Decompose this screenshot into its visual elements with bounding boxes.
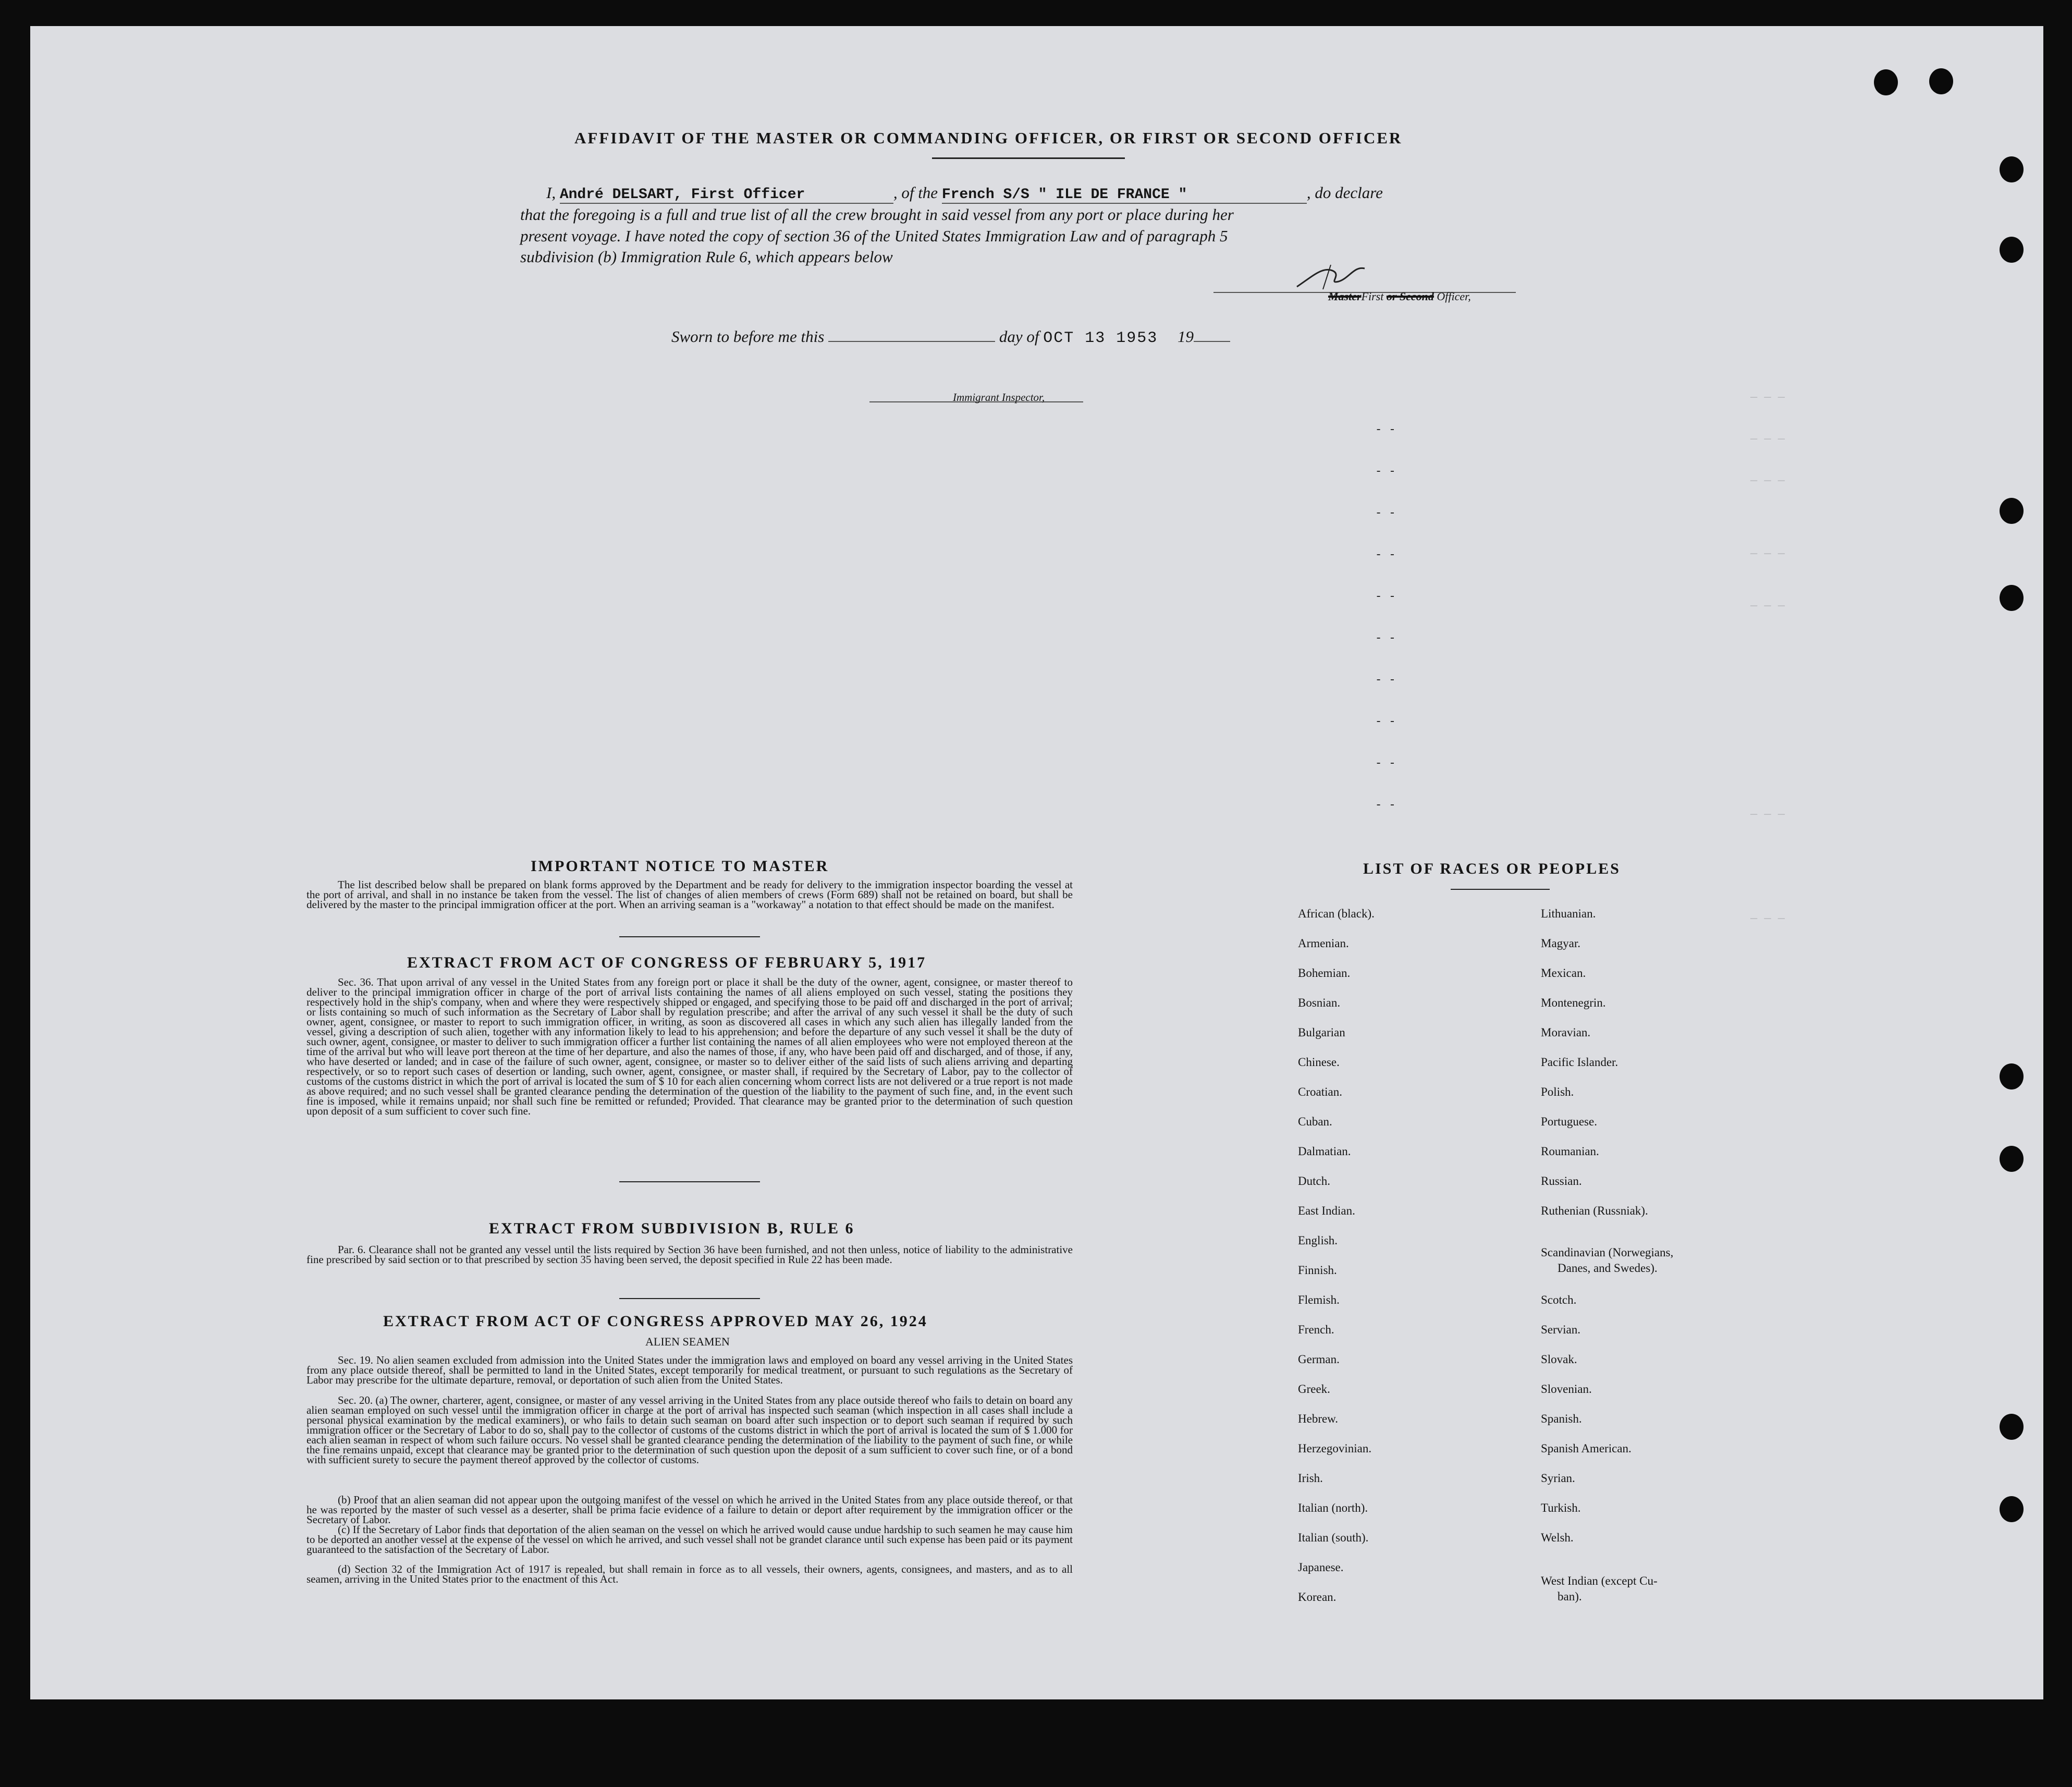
date-stamp: OCT 13 1953 [1043, 329, 1158, 347]
divider-rule [619, 1298, 760, 1299]
race-item: Armenian. [1298, 937, 1349, 950]
race-item: Moravian. [1541, 1026, 1591, 1039]
race-item: Servian. [1541, 1323, 1581, 1336]
extract-1924-heading: EXTRACT FROM ACT OF CONGRESS APPROVED MAY 26, 1924 [383, 1313, 928, 1330]
race-item: Scandinavian (Norwegians, [1541, 1246, 1674, 1259]
race-item: Hebrew. [1298, 1412, 1339, 1425]
extract-1924-sec20b: (b) Proof that an alien seaman did not appear upon the outgoing manifest of the vessel on which he arrived in the United States from any place outside thereof, or that he was reported by the master of such vessel as a deserter, shall be prima facie evidence of a failure to detain or deport after requirement by the immigration officer or the Secretary of Labor. [306, 1494, 1073, 1526]
alien-seamen-subheading: ALIEN SEAMEN [645, 1335, 730, 1348]
binder-hole [2000, 1496, 2024, 1522]
bleed-through-mark: — — — [1750, 433, 1785, 446]
i-prefix: I, [546, 183, 556, 202]
divider-rule [619, 1181, 760, 1182]
race-item: Herzegovinian. [1298, 1442, 1372, 1455]
year-prefix: 19 [1177, 327, 1194, 346]
vessel-name: French S/S " ILE DE FRANCE " [942, 187, 1307, 204]
race-item: Cuban. [1298, 1115, 1332, 1128]
binder-hole [2000, 585, 2024, 611]
race-item: Irish. [1298, 1472, 1323, 1485]
extract-1924-sec20d: (d) Section 32 of the Immigration Act of 1917 is repealed, but shall remain in force as to all vessels, their owners, agents, consignees, and masters, and as to all seamen, arriving in the United States prior to the enactment of this Act. [306, 1563, 1073, 1585]
caption-officer: Officer, [1437, 290, 1471, 303]
race-item: Spanish American. [1541, 1442, 1632, 1455]
race-item: Italian (north). [1298, 1501, 1368, 1514]
binder-hole [2000, 156, 2024, 182]
race-item: Flemish. [1298, 1293, 1340, 1306]
race-item: West Indian (except Cu- [1541, 1574, 1658, 1587]
sworn-prefix: Sworn to before me this [671, 327, 825, 346]
affidavit-line-2: that the foregoing is a full and true list of all the crew brought in said vessel from any port or place during her [520, 205, 1234, 224]
race-item: Croatian. [1298, 1085, 1342, 1098]
bleed-through-mark: — — — [1750, 599, 1785, 613]
manifest-page [30, 26, 2043, 1699]
races-underline [1451, 889, 1550, 890]
race-item: Korean. [1298, 1590, 1337, 1604]
column-dash-mark: - - [1375, 757, 1396, 770]
race-item: Dalmatian. [1298, 1145, 1351, 1158]
year-blank [1194, 341, 1230, 342]
race-item: Portuguese. [1541, 1115, 1597, 1128]
column-dash-mark: - - [1375, 674, 1396, 687]
race-item: Italian (south). [1298, 1531, 1369, 1544]
column-dash-mark: - - [1375, 632, 1396, 645]
column-dash-mark: - - [1375, 799, 1396, 812]
race-item: East Indian. [1298, 1204, 1355, 1217]
column-dash-mark: - - [1375, 465, 1396, 478]
officer-caption [1328, 290, 1471, 303]
binder-hole [2000, 237, 2024, 263]
race-item: Lithuanian. [1541, 907, 1596, 920]
race-item: English. [1298, 1234, 1338, 1247]
bleed-through-mark: — — — [1750, 912, 1785, 925]
affidavit-line-3: present voyage. I have noted the copy of section 36 of the United States Immigration Law and of paragraph 5 [520, 227, 1228, 245]
race-item: Dutch. [1298, 1174, 1330, 1188]
affidavit-line-1 [546, 183, 1383, 204]
bleed-through-mark: — — — [1750, 547, 1785, 560]
race-item: Bohemian. [1298, 966, 1351, 980]
notice-heading: IMPORTANT NOTICE TO MASTER [531, 858, 829, 875]
race-item: Japanese. [1298, 1561, 1344, 1574]
do-declare: , do declare [1306, 183, 1383, 202]
title-underline [932, 157, 1125, 159]
race-item: Slovenian. [1541, 1382, 1592, 1396]
race-item: Pacific Islander. [1541, 1056, 1619, 1069]
extract-1917-heading: EXTRACT FROM ACT OF CONGRESS OF FEBRUARY 5, 1917 [407, 954, 927, 971]
race-item: Chinese. [1298, 1056, 1340, 1069]
bleed-through-mark: — — — [1750, 808, 1785, 821]
race-item: African (black). [1298, 907, 1375, 920]
race-item: Spanish. [1541, 1412, 1582, 1425]
race-item: Finnish. [1298, 1264, 1337, 1277]
race-item: ban). [1558, 1590, 1582, 1603]
affidavit-title: AFFIDAVIT OF THE MASTER OR COMMANDING OFFICER, OR FIRST OR SECOND OFFICER [574, 129, 1403, 147]
race-item: Turkish. [1541, 1501, 1581, 1514]
race-item: German. [1298, 1353, 1340, 1366]
bleed-through-mark: — — — [1750, 391, 1785, 404]
binder-hole [2000, 1414, 2024, 1440]
extract-1924-sec20a: Sec. 20. (a) The owner, charterer, agent, consignee, or master of any vessel arriving in the United States from any place outside thereof who fails to detain on board any alien seaman employed on such vessel until the immigration officer in charge at the port of arrival has inspected such seaman (which inspection in all cases shall include a personal physical examination by the medical examiners), or who fails to detain such seaman on board after such inspection or to deport such seaman if required by such immigration officer or the Secretary of Labor to do so, shall pay to the collector of customs of the customs district in which the port of arrival is located the sum of $ 1.000 for each alien seaman in respect of whom such failure occurs. No vessel shall be granted clearance pending the determination of the liability to the payment of such fine, or while the fine remains unpaid, except that clearance may be granted prior to the determination of such question upon the deposit of a sum sufficient to cover such fine, or of a bond with sufficient surety to secure the payment thereof approved by the collector of customs. [306, 1394, 1073, 1466]
race-item: Bulgarian [1298, 1026, 1345, 1039]
extract-1924-sec19: Sec. 19. No alien seamen excluded from admission into the United States under the immigration laws and employed on board any vessel arriving in the United States from any place outside thereof, shall be permitted to land in the United States, except temporarily for medical treatment, or pursuant to such regulations as the Secretary of Labor may prescribe for the ultimate departure, removal, or deportation of such alien from the United States. [306, 1354, 1073, 1386]
race-item: Bosnian. [1298, 996, 1341, 1009]
binder-hole [2000, 1146, 2024, 1172]
divider-rule [619, 936, 760, 937]
race-item: Magyar. [1541, 937, 1581, 950]
races-heading: LIST OF RACES OR PEOPLES [1363, 860, 1621, 877]
extract-1917-body: Sec. 36. That upon arrival of any vessel in the United States from any foreign port or place it shall be the duty of the owner, agent, consignee, or master thereof to deliver to the principal immigration officer in charge of the port of arrival lists containing the names of all aliens employed on such vessel, stating the positions they respectively hold in the ship's company, when and where they were respectively shipped or engaged, and specifying those to be paid off and discharged in the port of arrival; or lists containing so much of such information as the Secretary of Labor shall by regulation prescribe; and after the arrival of any such vessel it shall be the duty of such owner, agent, consignee, or master to report to such immigration officer, in writing, as soon as discovered all cases in which any such alien has illegally landed from the vessel, giving a description of such alien, together with any information likely to lead to his apprehension; and before the departure of any such vessel it shall be the duty of such owner, agent, consignee, or master to deliver to such immigration officer a further list containing the names of all alien employees who were not employed thereon at the time of the arrival but who will leave port thereon at the time of her departure, and also the names of those, if any, who have been paid off and discharged, and of those, if any, who have deserted or landed; and in case of the failure of such owner, agent, consignee, or master so to deliver either of the said lists of such aliens arriving and departing respectively, or so to report such cases of desertion or landing, such owner, agent, consignee, or master shall, if required by the Secretary of Labor, pay to the collector of customs of the customs district in which the port of arrival is located the sum of $ 10 for each alien concerning whom correct lists are not delivered or a true report is not made as above required; and no such vessel shall be granted clearance pending the determination of the question of the liability to the payment of such fine, and, in the event such fine is imposed, while it remains unpaid; nor shall such fine be remitted or refunded; Provided. That clearance may be granted prior to the determination of such question upon deposit of a sum sufficient to cover such fine. [306, 976, 1073, 1117]
rule-6-heading: EXTRACT FROM SUBDIVISION B, RULE 6 [489, 1220, 855, 1237]
binder-hole [1874, 69, 1898, 95]
column-dash-mark: - - [1375, 507, 1396, 520]
rule-6-body: Par. 6. Clearance shall not be granted any vessel until the lists required by Section 36 have been furnished, and not then unless, notice of liability to the administrative fine prescribed by said section or to that prescribed by section 35 having been served, the deposit specified in Rule 22 has been made. [306, 1243, 1073, 1266]
race-item: Greek. [1298, 1382, 1330, 1396]
race-item: Syrian. [1541, 1472, 1575, 1485]
race-item: French. [1298, 1323, 1334, 1336]
sworn-line [671, 327, 1230, 347]
day-of: day of [999, 327, 1039, 346]
binder-hole [2000, 1063, 2024, 1090]
race-item: Montenegrin. [1541, 996, 1606, 1009]
race-item: Slovak. [1541, 1353, 1577, 1366]
extract-1924-sec20c: (c) If the Secretary of Labor finds that deportation of the alien seaman on the vessel on which he arrived would cause undue hardship to such seamen he may cause him to be deported an another vessel at the expense of the vessel on which he arrived, and such vessel shall not be grandet clarance until such expense has been paid or its payment guaranteed to the satisfaction of the Secretary of Labor. [306, 1523, 1073, 1556]
binder-hole [1929, 68, 1953, 94]
sworn-day-blank [828, 341, 995, 342]
race-item: Roumanian. [1541, 1145, 1599, 1158]
column-dash-mark: - - [1375, 590, 1396, 603]
binder-hole [2000, 498, 2024, 524]
struck-master: Master [1328, 290, 1362, 303]
race-item: Welsh. [1541, 1531, 1574, 1544]
column-dash-mark: - - [1375, 548, 1396, 561]
struck-second: or Second [1386, 290, 1434, 303]
race-item: Scotch. [1541, 1293, 1577, 1306]
race-item: Polish. [1541, 1085, 1574, 1098]
inspector-caption: Immigrant Inspector, [953, 391, 1045, 403]
caption-first: First [1361, 290, 1384, 303]
column-dash-mark: - - [1375, 715, 1396, 728]
bleed-through-mark: — — — [1750, 474, 1785, 487]
affidavit-line-4: subdivision (b) Immigration Rule 6, which appears below [520, 248, 893, 266]
race-item: Mexican. [1541, 966, 1586, 980]
column-dash-mark: - - [1375, 423, 1396, 436]
race-item: Russian. [1541, 1174, 1582, 1188]
notice-body: The list described below shall be prepared on blank forms approved by the Department and be ready for delivery to the immigration inspector boarding the vessel at the port of arrival, and shall in no instance be taken from the vessel. The list of changes of alien members of crews (Form 689) shall not be retained on board, but shall be delivered by the master to the principal immigration officer at the port. When an arriving seaman is a "workaway" a notation to that effect should be made on the manifest. [306, 878, 1073, 911]
race-item: Ruthenian (Russniak). [1541, 1204, 1648, 1217]
race-item: Danes, and Swedes). [1558, 1262, 1658, 1275]
of-the: , of the [893, 183, 938, 202]
officer-name: André DELSART, First Officer [560, 187, 893, 204]
